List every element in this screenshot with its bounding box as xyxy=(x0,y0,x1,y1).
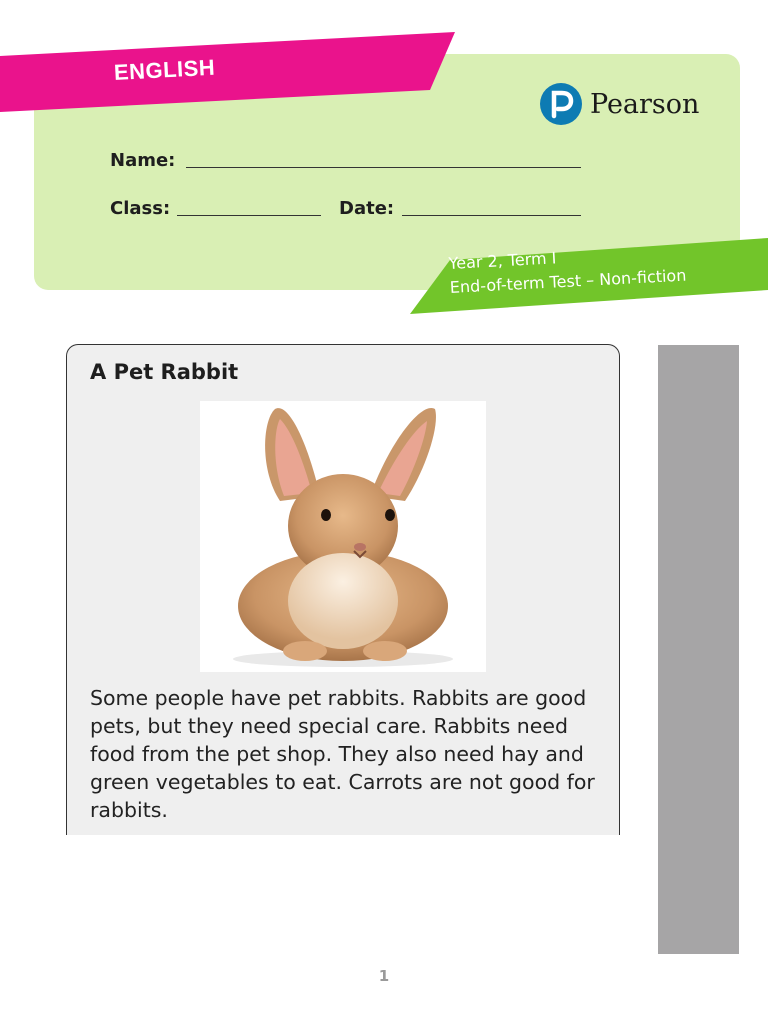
passage-title: A Pet Rabbit xyxy=(90,360,239,384)
name-label: Name: xyxy=(110,150,176,171)
test-term: Year 2, Term I xyxy=(448,248,557,273)
brand-name: Pearson xyxy=(590,88,700,120)
publisher-brand xyxy=(540,82,699,126)
side-bar xyxy=(658,345,739,954)
class-label: Class: xyxy=(110,198,171,219)
test-type: End-of-term Test – Non-fiction xyxy=(449,265,687,297)
class-field-line[interactable] xyxy=(177,215,321,216)
pearson-logo-icon xyxy=(540,83,582,125)
page-number: 1 xyxy=(378,967,390,985)
passage-box-cut xyxy=(60,835,626,875)
passage-body: Some people have pet rabbits. Rabbits are good pets, but they need special care. Rabbits need food from the pet shop. They also need hay and green vegetables to eat. Carrots are not good for rabbits. xyxy=(90,686,595,822)
date-field-line[interactable] xyxy=(402,215,581,216)
rabbit-photo xyxy=(200,401,486,672)
subject-label: ENGLISH xyxy=(113,54,216,85)
name-field-line[interactable] xyxy=(186,167,581,168)
date-label: Date: xyxy=(339,198,395,219)
